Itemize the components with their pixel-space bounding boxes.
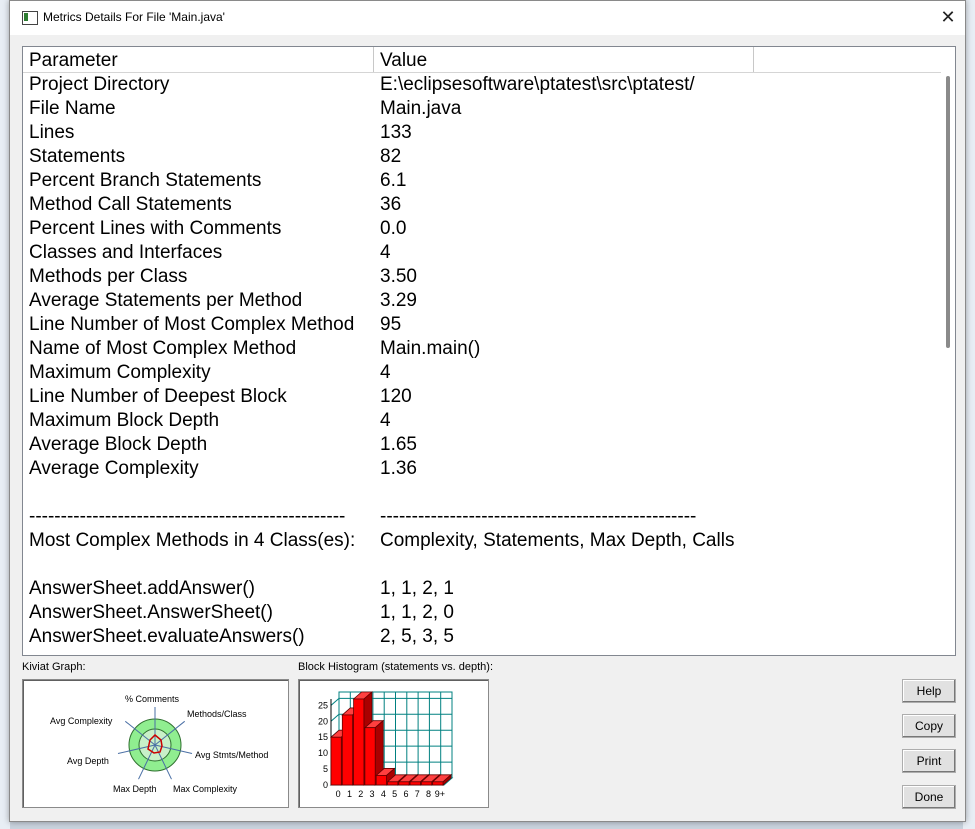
value-cell: 133	[380, 122, 412, 143]
histogram-y-tick: 20	[317, 716, 328, 727]
histogram-x-tick: 3	[369, 789, 375, 799]
column-header-empty	[754, 47, 955, 72]
kiviat-axis-label: % Comments	[125, 694, 180, 704]
kiviat-axis-label: Avg Depth	[67, 756, 109, 766]
metrics-dialog	[9, 0, 966, 822]
histogram-bar	[331, 737, 341, 785]
table-row[interactable]	[23, 529, 941, 553]
table-row[interactable]	[23, 577, 941, 601]
title-bar	[10, 1, 965, 35]
histogram-y-tick: 0	[322, 780, 328, 790]
histogram-grid-line	[331, 714, 339, 721]
value-cell: 3.50	[380, 266, 417, 287]
value-cell: 0.0	[380, 218, 407, 239]
histogram-y-tick: 10	[317, 748, 328, 759]
histogram-bar	[433, 782, 443, 785]
parameter-cell: Percent Lines with Comments	[29, 218, 282, 239]
histogram-x-tick: 6	[403, 789, 409, 799]
value-cell: E:\eclipsesoftware\ptatest\src\ptatest/	[380, 74, 695, 95]
block-histogram	[298, 679, 489, 808]
table-row[interactable]	[23, 625, 941, 649]
parameter-cell: Line Number of Deepest Block	[29, 386, 287, 407]
value-cell: 4	[380, 410, 391, 431]
table-row[interactable]	[23, 457, 941, 481]
histogram-x-tick: 7	[414, 789, 420, 799]
table-row[interactable]	[23, 313, 941, 337]
app-icon	[22, 11, 38, 25]
parameter-cell: AnswerSheet.addAnswer()	[29, 578, 255, 599]
scrollbar-thumb[interactable]	[946, 76, 950, 348]
value-cell: Main.java	[380, 98, 462, 119]
histogram-bar	[410, 782, 420, 785]
help-button[interactable]: Help	[902, 679, 956, 703]
print-button[interactable]: Print	[902, 749, 956, 773]
parameter-cell: Average Statements per Method	[29, 290, 303, 311]
value-cell: 3.29	[380, 290, 417, 311]
done-button[interactable]: Done	[902, 785, 956, 809]
parameter-cell: Average Block Depth	[29, 434, 208, 455]
table-row[interactable]	[23, 97, 941, 121]
kiviat-axis-label: Max Depth	[113, 784, 157, 794]
parameter-cell: Percent Branch Statements	[29, 170, 262, 191]
column-header-parameter[interactable]: Parameter	[23, 47, 374, 72]
table-row[interactable]	[23, 337, 941, 361]
parameter-cell: Method Call Statements	[29, 194, 232, 215]
kiviat-axis-label: Max Complexity	[173, 784, 238, 794]
table-row[interactable]	[23, 481, 941, 505]
table-row[interactable]	[23, 73, 941, 97]
parameter-cell: Project Directory	[29, 74, 170, 95]
table-row[interactable]	[23, 145, 941, 169]
value-cell: 82	[380, 146, 402, 167]
table-row[interactable]	[23, 121, 941, 145]
histogram-bar	[376, 775, 386, 785]
metrics-table[interactable]	[22, 46, 956, 656]
parameter-cell: Statements	[29, 146, 126, 167]
value-cell: Main.main()	[380, 338, 481, 359]
kiviat-axis-label: Avg Complexity	[50, 716, 113, 726]
histogram-y-tick: 5	[322, 764, 328, 775]
column-header-value[interactable]: Value	[374, 47, 754, 72]
parameter-cell: Line Number of Most Complex Method	[29, 314, 355, 335]
vertical-scrollbar[interactable]	[941, 72, 955, 654]
kiviat-label: Kiviat Graph:	[22, 661, 86, 673]
table-row[interactable]	[23, 505, 941, 529]
histogram-bar	[342, 715, 352, 785]
histogram-bar	[388, 782, 398, 785]
histogram-y-tick: 15	[317, 732, 328, 743]
value-cell: 1.36	[380, 458, 417, 479]
kiviat-graph	[22, 679, 289, 808]
parameter-cell: --------------------------------------------------	[29, 506, 346, 527]
window-title: Metrics Details For File 'Main.java'	[43, 10, 225, 24]
histogram-x-tick: 4	[380, 789, 386, 799]
kiviat-axis-label: Methods/Class	[187, 709, 247, 719]
table-header	[23, 47, 955, 73]
table-row[interactable]	[23, 409, 941, 433]
histogram-x-tick: 8	[426, 789, 432, 799]
value-cell: 6.1	[380, 170, 407, 191]
value-cell: 36	[380, 194, 402, 215]
histogram-x-tick: 2	[358, 789, 364, 799]
kiviat-axis-label: Avg Stmts/Method	[195, 750, 269, 760]
table-row[interactable]	[23, 241, 941, 265]
histogram-bar	[354, 699, 364, 785]
parameter-cell: File Name	[29, 98, 116, 119]
value-cell: --------------------------------------------------	[380, 506, 697, 527]
table-body	[23, 73, 941, 649]
histogram-x-tick: 9+	[434, 789, 445, 799]
histogram-x-tick: 1	[346, 789, 352, 799]
table-row[interactable]	[23, 193, 941, 217]
histogram-svg	[299, 680, 488, 807]
value-cell: Complexity, Statements, Max Depth, Calls	[380, 530, 735, 551]
table-row[interactable]	[23, 433, 941, 457]
value-cell: 120	[380, 386, 412, 407]
table-row[interactable]	[23, 265, 941, 289]
close-icon[interactable]: ✕	[940, 7, 956, 27]
table-row[interactable]	[23, 553, 941, 577]
table-row[interactable]	[23, 361, 941, 385]
parameter-cell: Average Complexity	[29, 458, 199, 479]
table-row[interactable]	[23, 385, 941, 409]
parameter-cell: AnswerSheet.AnswerSheet()	[29, 602, 273, 623]
parameter-cell: AnswerSheet.evaluateAnswers()	[29, 626, 305, 647]
parameter-cell: Methods per Class	[29, 266, 188, 287]
value-cell: 95	[380, 314, 402, 335]
table-row[interactable]	[23, 289, 941, 313]
parameter-cell: Name of Most Complex Method	[29, 338, 297, 359]
table-row[interactable]	[23, 217, 941, 241]
kiviat-svg	[23, 680, 288, 807]
parameter-cell: Maximum Complexity	[29, 362, 211, 383]
value-cell: 1, 1, 2, 0	[380, 602, 454, 623]
copy-button[interactable]: Copy	[902, 714, 956, 738]
table-row[interactable]	[23, 601, 941, 625]
parameter-cell: Classes and Interfaces	[29, 242, 223, 263]
parameter-cell: Lines	[29, 122, 75, 143]
histogram-x-tick: 0	[335, 789, 341, 799]
histogram-label: Block Histogram (statements vs. depth):	[298, 661, 494, 673]
table-row[interactable]	[23, 169, 941, 193]
histogram-bar	[365, 728, 375, 785]
histogram-bar	[421, 782, 431, 785]
value-cell: 4	[380, 362, 391, 383]
histogram-y-tick: 25	[317, 700, 328, 711]
value-cell: 1.65	[380, 434, 417, 455]
histogram-bar	[399, 782, 409, 785]
parameter-cell: Maximum Block Depth	[29, 410, 220, 431]
value-cell: 1, 1, 2, 1	[380, 578, 454, 599]
value-cell: 4	[380, 242, 391, 263]
histogram-grid-line	[331, 698, 339, 705]
histogram-x-tick: 5	[392, 789, 398, 799]
parameter-cell: Most Complex Methods in 4 Class(es):	[29, 530, 356, 551]
value-cell: 2, 5, 3, 5	[380, 626, 454, 647]
